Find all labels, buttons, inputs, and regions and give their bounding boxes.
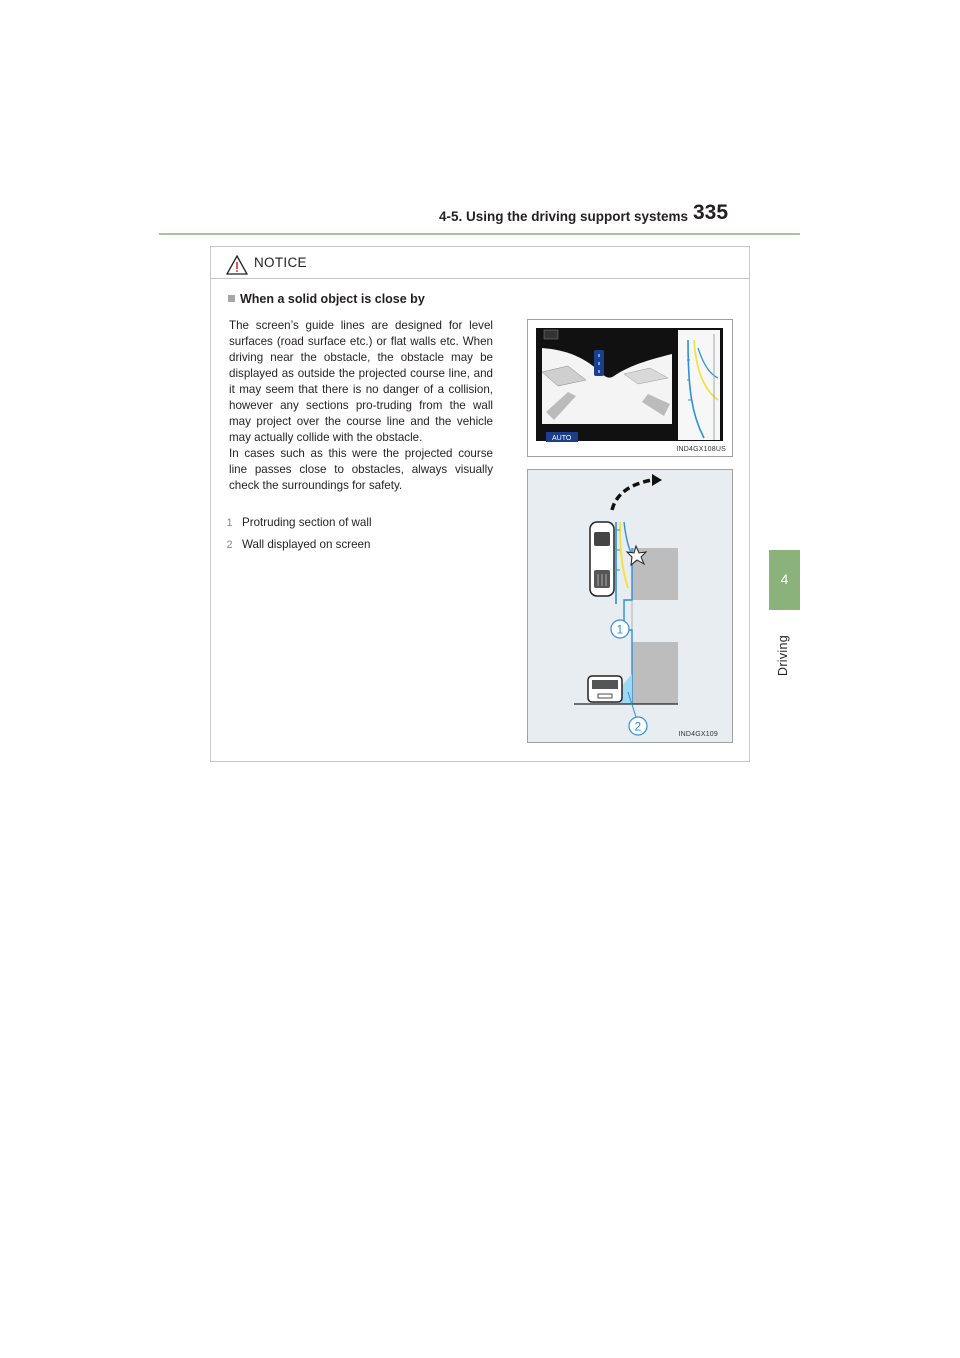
car-rear-view-icon xyxy=(588,676,622,702)
auto-button-label: AUTO xyxy=(552,435,572,442)
callout-2-label: 2 xyxy=(634,719,642,734)
paragraph-1: The screen’s guide lines are designed for level surfaces (road surface etc.) or flat walls etc. When driving near the obstacle, the obstacle may be displayed as outside the projected course line, and it may seem that there is no danger of a collision, however any sections pro-truding from the wall may project over the course line and the vehicle may actually collide with the obstacle. xyxy=(229,319,493,444)
figure-2-code: IND4GX109 xyxy=(678,731,718,738)
legend-text: Wall displayed on screen xyxy=(242,538,371,551)
subheading-text: When a solid object is close by xyxy=(240,292,425,306)
overhead-diagram-figure xyxy=(527,469,733,743)
legend-item-2 xyxy=(224,538,370,551)
legend-text: Protruding section of wall xyxy=(242,516,372,529)
camera-screen-figure xyxy=(527,319,733,457)
car-top-view-icon xyxy=(590,522,614,596)
callout-1-label: 1 xyxy=(616,622,624,637)
notice-subheading xyxy=(228,292,425,306)
paragraph-2: In cases such as this were the projected course line passes close to obstacles, always visually check the surroundings for safety. xyxy=(229,447,493,492)
chapter-label: Driving xyxy=(776,635,790,676)
legend-number: 1 xyxy=(226,517,233,529)
camera-screen-illustration xyxy=(528,320,732,456)
page-number: 335 xyxy=(693,201,729,224)
running-header: 4-5. Using the driving support systems xyxy=(438,209,688,224)
notice-body xyxy=(229,318,493,494)
chapter-label-wrap xyxy=(776,616,792,676)
bullet-square-icon xyxy=(228,295,235,302)
legend-item-1 xyxy=(224,516,372,529)
figure-1-code: IND4GX108US xyxy=(676,446,726,453)
notice-title: NOTICE xyxy=(254,255,307,270)
notice-divider xyxy=(211,278,749,279)
chapter-number: 4 xyxy=(780,571,789,587)
overhead-diagram-illustration xyxy=(528,470,732,742)
header-rule xyxy=(159,233,800,235)
notice-box xyxy=(210,246,750,762)
warning-triangle-icon xyxy=(226,255,248,275)
legend-number: 2 xyxy=(226,539,233,551)
